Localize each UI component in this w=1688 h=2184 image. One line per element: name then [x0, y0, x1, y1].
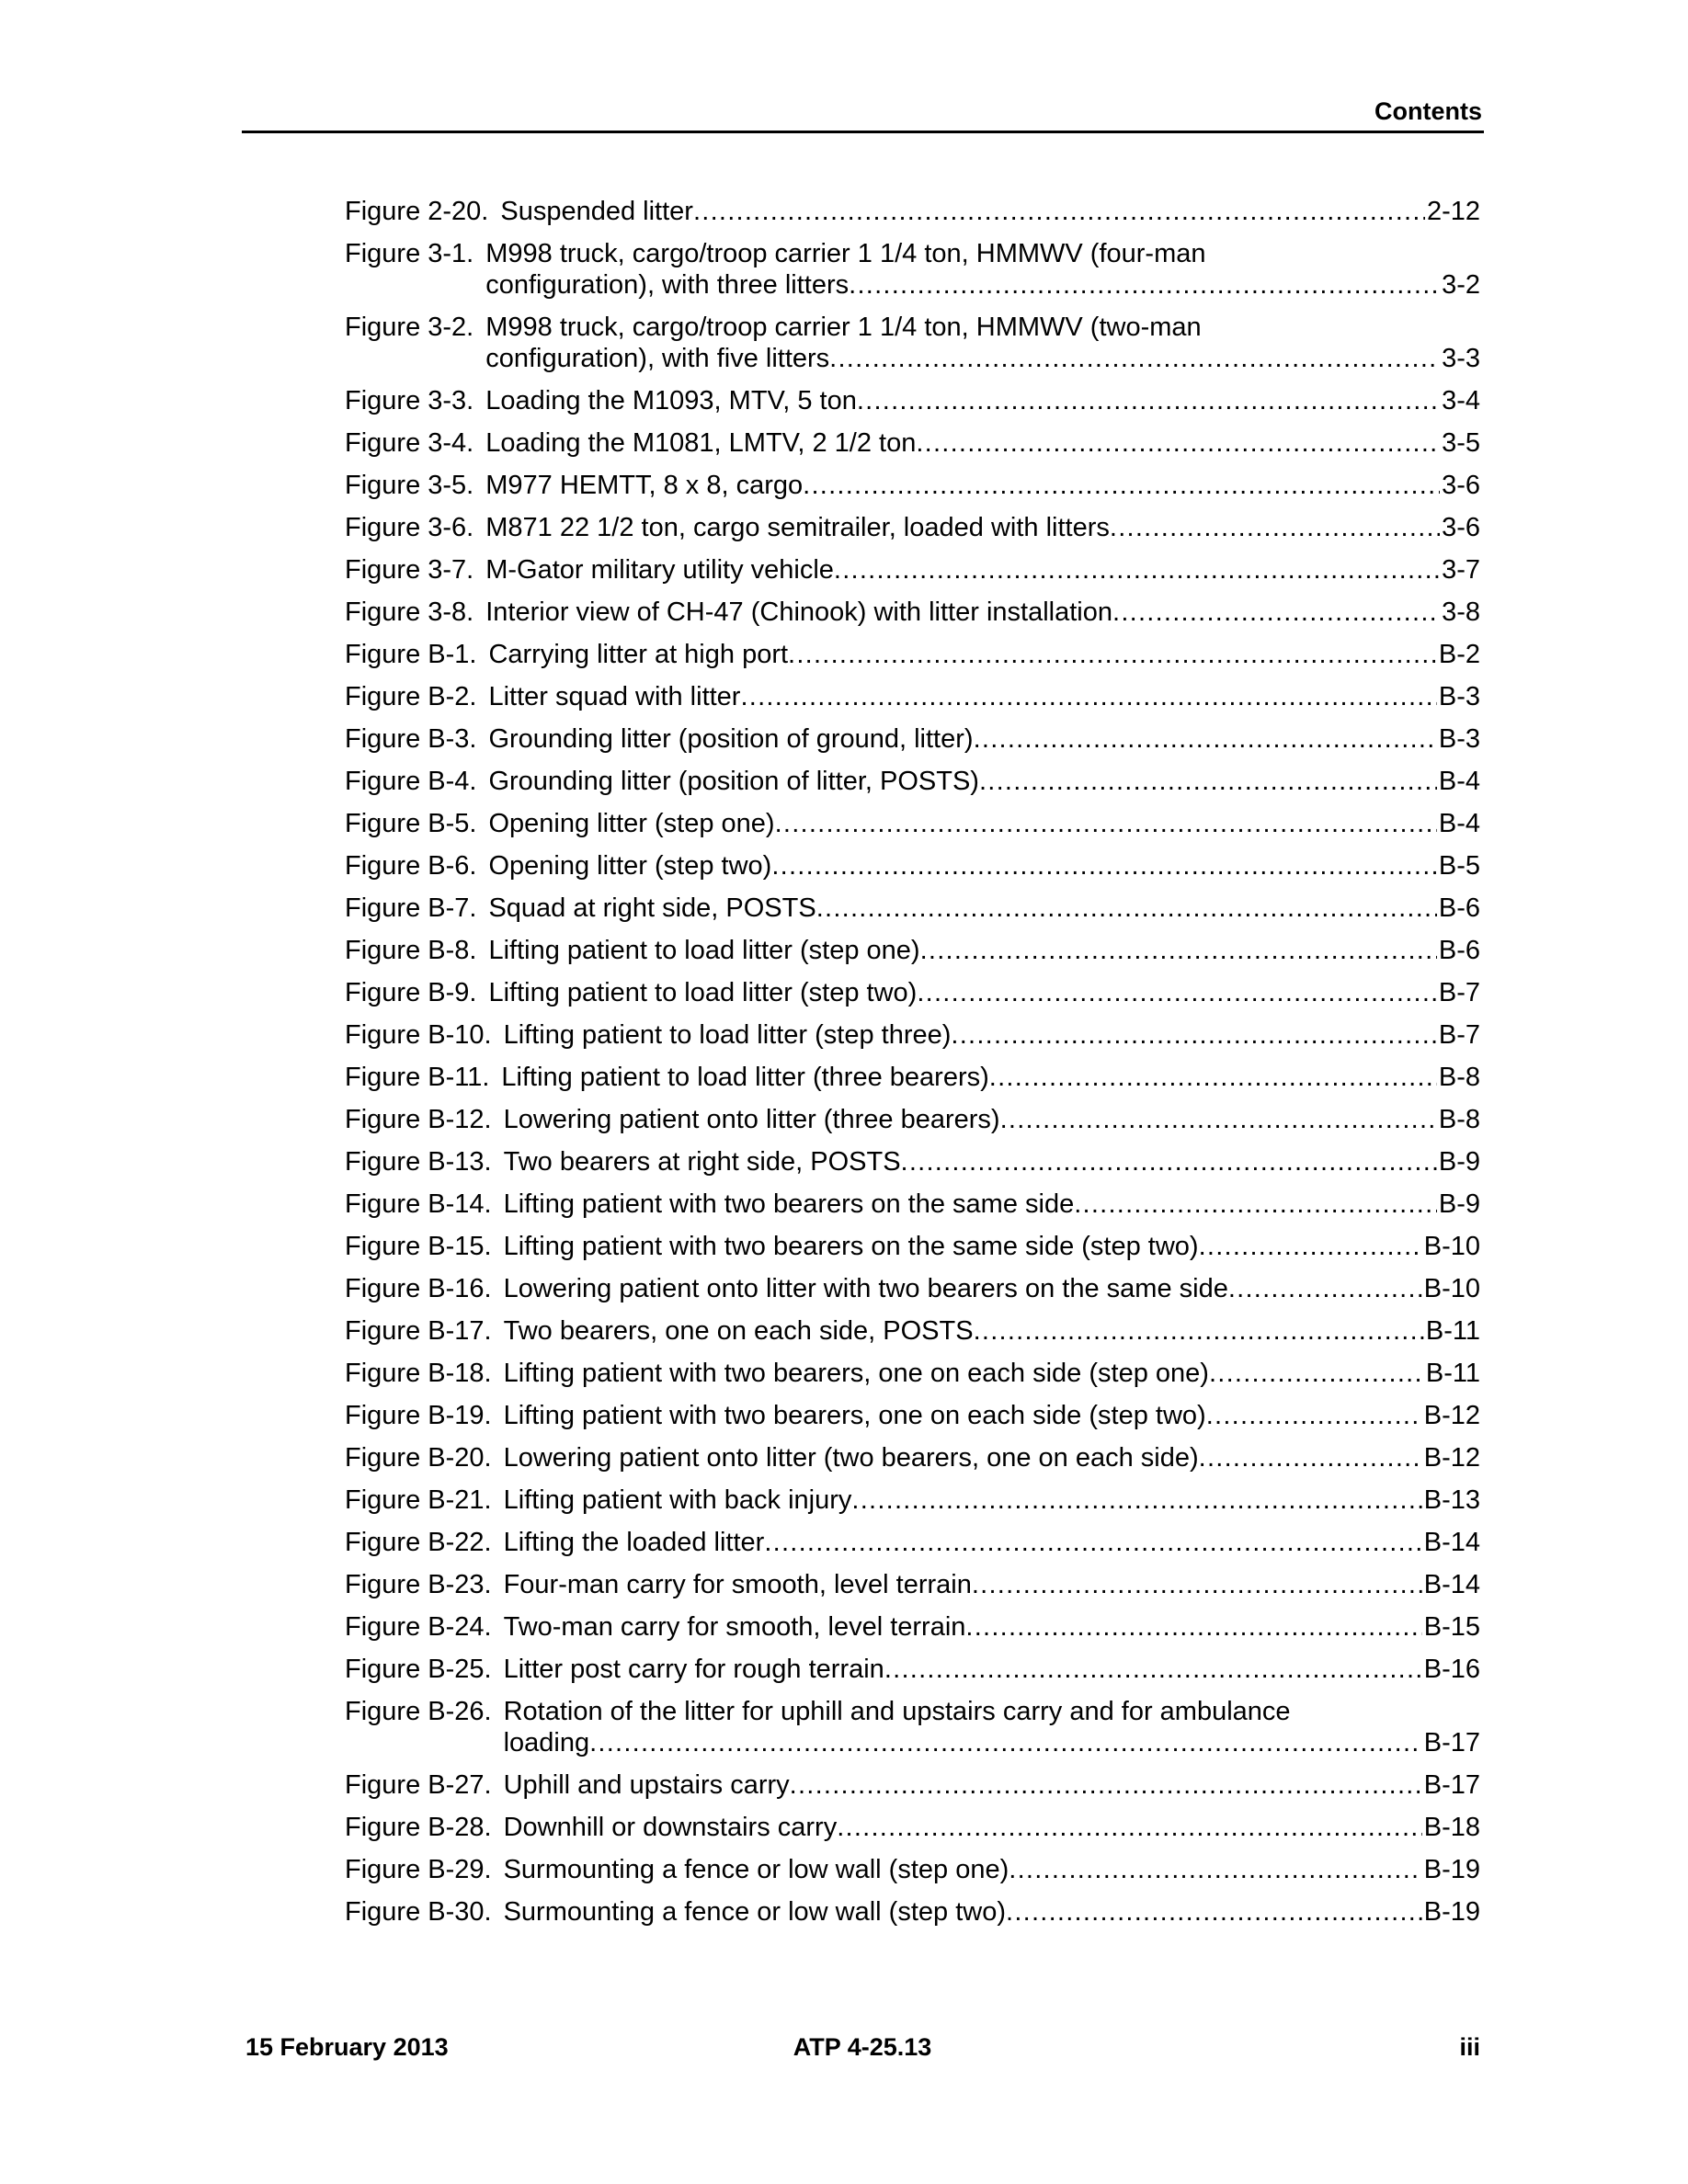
- toc-entry[interactable]: [345, 723, 1480, 755]
- figure-title-block: [485, 385, 1480, 416]
- figure-label: Figure B-15.: [345, 1232, 492, 1261]
- toc-entry[interactable]: [345, 1527, 1480, 1558]
- dot-leader: [979, 766, 1437, 797]
- figure-title-block: [504, 1315, 1480, 1347]
- toc-entry[interactable]: [345, 808, 1480, 839]
- figure-label: Figure B-9.: [345, 978, 477, 1007]
- leader-line: [504, 1769, 1480, 1801]
- figure-title-block: [504, 1527, 1480, 1558]
- dot-leader: [775, 808, 1437, 839]
- page-reference[interactable]: B-8: [1438, 1063, 1480, 1092]
- page-reference[interactable]: 2-12: [1426, 197, 1480, 226]
- page-reference[interactable]: B-19: [1423, 1855, 1480, 1884]
- dot-leader: [1009, 1854, 1421, 1885]
- leader-line: [488, 681, 1480, 712]
- figure-title-line: Interior view of CH-47 (Chinook) with litter installation: [485, 597, 1112, 627]
- toc-entry[interactable]: [345, 1189, 1480, 1220]
- toc-entry[interactable]: [345, 1896, 1480, 1928]
- figure-label: Figure B-1.: [345, 640, 477, 669]
- figure-title-line: configuration), with three litters: [485, 270, 850, 300]
- figure-title-block: [504, 1019, 1480, 1051]
- figure-title-block: [504, 1854, 1480, 1885]
- leader-line: [500, 196, 1480, 227]
- figure-label: Figure B-7.: [345, 893, 477, 923]
- figure-title-block: [485, 597, 1480, 628]
- page-reference[interactable]: B-10: [1423, 1232, 1480, 1261]
- figure-title-line: Lifting patient with two bearers, one on each side (step two): [503, 1401, 1206, 1430]
- leader-line: [504, 1189, 1480, 1220]
- leader-line: [488, 723, 1480, 755]
- footer-date: 15 February 2013: [245, 2033, 449, 2061]
- figure-title-block: [504, 1654, 1480, 1685]
- leader-line: [504, 1484, 1480, 1516]
- figure-title-block: [485, 470, 1480, 501]
- figure-title-block: [504, 1812, 1480, 1843]
- leader-line: [488, 893, 1480, 924]
- toc-entry[interactable]: [345, 1484, 1480, 1516]
- dot-leader: [1074, 1189, 1437, 1220]
- page-reference[interactable]: B-18: [1423, 1813, 1480, 1842]
- figure-title-block: [488, 935, 1480, 966]
- figure-title-line: Loading the M1081, LMTV, 2 1/2 ton: [485, 428, 917, 458]
- toc-entry[interactable]: [345, 1400, 1480, 1431]
- page-reference[interactable]: 3-3: [1442, 344, 1480, 373]
- dot-leader: [901, 1146, 1437, 1177]
- figure-title-block: [504, 1231, 1480, 1262]
- figure-title-line: Lifting patient with two bearers, one on each side (step one): [503, 1359, 1209, 1388]
- figure-title-block: [504, 1358, 1480, 1389]
- toc-entry[interactable]: [345, 427, 1480, 459]
- figure-title-line: Two bearers at right side, POSTS: [503, 1147, 901, 1177]
- page-reference[interactable]: B-10: [1423, 1274, 1480, 1303]
- leader-line: [488, 766, 1480, 797]
- dot-leader: [920, 935, 1437, 966]
- figure-title-line: Lowering patient onto litter (three bearers): [503, 1105, 1000, 1134]
- figure-title-block: [485, 312, 1480, 374]
- dot-leader: [1199, 1442, 1422, 1473]
- figure-title-line: Grounding litter (position of ground, litter): [488, 724, 974, 754]
- page-reference[interactable]: B-7: [1438, 978, 1480, 1007]
- leader-line: [485, 269, 1480, 301]
- leader-line: [504, 1569, 1480, 1600]
- figure-label: Figure B-12.: [345, 1105, 492, 1134]
- figure-title-block: [504, 1273, 1480, 1304]
- toc-entry[interactable]: [345, 1812, 1480, 1843]
- figure-title-block: [488, 723, 1480, 755]
- figure-title-line: M977 HEMTT, 8 x 8, cargo: [485, 471, 804, 500]
- figure-title-line: Grounding litter (position of litter, POSTS): [488, 767, 979, 796]
- dot-leader: [816, 893, 1437, 924]
- leader-line: [488, 808, 1480, 839]
- figure-title-line: Suspended litter: [500, 197, 693, 226]
- figure-title-line: Lifting patient to load litter (step one): [488, 936, 920, 965]
- leader-line: [504, 1231, 1480, 1262]
- page-reference[interactable]: B-2: [1438, 640, 1480, 669]
- list-of-figures: [345, 196, 1480, 1939]
- page-reference[interactable]: B-14: [1423, 1528, 1480, 1557]
- toc-entry[interactable]: [345, 850, 1480, 882]
- figure-label: Figure B-23.: [345, 1570, 492, 1599]
- toc-entry[interactable]: [345, 893, 1480, 924]
- page-reference[interactable]: B-4: [1438, 809, 1480, 838]
- page-reference[interactable]: 3-6: [1442, 471, 1480, 500]
- dot-leader: [965, 1611, 1421, 1643]
- page-reference[interactable]: B-19: [1423, 1897, 1480, 1927]
- figure-title-block: [501, 1062, 1480, 1093]
- figure-label: Figure B-26.: [345, 1697, 492, 1726]
- figure-title-block: [488, 681, 1480, 712]
- figure-title-line: Two bearers, one on each side, POSTS: [503, 1316, 974, 1346]
- page-reference[interactable]: B-11: [1425, 1359, 1480, 1388]
- page-reference[interactable]: B-16: [1423, 1655, 1480, 1684]
- leader-line: [504, 1104, 1480, 1135]
- toc-entry[interactable]: [345, 238, 1480, 301]
- toc-entry[interactable]: [345, 1696, 1480, 1758]
- figure-title-line: M-Gator military utility vehicle: [485, 555, 834, 585]
- leader-line: [504, 1400, 1480, 1431]
- toc-entry[interactable]: [345, 977, 1480, 1008]
- toc-entry[interactable]: [345, 1146, 1480, 1177]
- figure-label: Figure B-29.: [345, 1855, 492, 1884]
- dot-leader: [803, 470, 1440, 501]
- page-reference[interactable]: B-3: [1438, 724, 1480, 754]
- toc-entry[interactable]: [345, 1769, 1480, 1801]
- leader-line: [504, 1442, 1480, 1473]
- figure-label: Figure B-3.: [345, 724, 477, 754]
- figure-label: Figure B-11.: [345, 1063, 490, 1092]
- dot-leader: [972, 1569, 1422, 1600]
- leader-line: [504, 1654, 1480, 1685]
- figure-title-line: Downhill or downstairs carry: [503, 1813, 838, 1842]
- page-reference[interactable]: B-7: [1438, 1020, 1480, 1050]
- dot-leader: [693, 196, 1425, 227]
- leader-line: [488, 935, 1480, 966]
- leader-line: [485, 554, 1480, 586]
- leader-line: [485, 512, 1480, 543]
- dot-leader: [829, 343, 1440, 374]
- dot-leader: [917, 977, 1437, 1008]
- toc-entry[interactable]: [345, 639, 1480, 670]
- page-reference[interactable]: B-6: [1438, 936, 1480, 965]
- dot-leader: [589, 1727, 1422, 1758]
- toc-entry[interactable]: [345, 1854, 1480, 1885]
- figure-title-line: Opening litter (step two): [488, 851, 772, 881]
- page-reference[interactable]: B-13: [1423, 1485, 1480, 1515]
- toc-entry[interactable]: [345, 512, 1480, 543]
- figure-label: Figure B-28.: [345, 1813, 492, 1842]
- dot-leader: [974, 723, 1437, 755]
- figure-label: Figure B-25.: [345, 1655, 492, 1684]
- figure-label: Figure B-14.: [345, 1189, 492, 1219]
- figure-title-line: Lowering patient onto litter with two bearers on the same side: [503, 1274, 1228, 1303]
- toc-entry[interactable]: [345, 196, 1480, 227]
- dot-leader: [1110, 512, 1440, 543]
- footer-page-number: iii: [1459, 2033, 1480, 2061]
- figure-label: Figure 3-5.: [345, 471, 474, 500]
- figure-title-line: Lifting the loaded litter: [503, 1528, 765, 1557]
- toc-entry[interactable]: [345, 766, 1480, 797]
- figure-label: Figure 3-8.: [345, 597, 474, 627]
- figure-title-block: [488, 850, 1480, 882]
- figure-label: Figure 3-1.: [345, 239, 474, 268]
- figure-title-block: [504, 1400, 1480, 1431]
- page-reference[interactable]: 3-2: [1442, 270, 1480, 300]
- leader-line: [485, 597, 1480, 628]
- page-reference[interactable]: 3-6: [1442, 513, 1480, 542]
- figure-title-line: Rotation of the litter for uphill and upstairs carry and for ambulance: [503, 1697, 1291, 1726]
- toc-entry[interactable]: [345, 935, 1480, 966]
- toc-entry[interactable]: [345, 1611, 1480, 1643]
- leader-line: [504, 1527, 1480, 1558]
- page-reference[interactable]: B-3: [1438, 682, 1480, 711]
- toc-entry[interactable]: [345, 1273, 1480, 1304]
- figure-label: Figure B-16.: [345, 1274, 492, 1303]
- page-reference[interactable]: B-9: [1438, 1147, 1480, 1177]
- leader-line: [485, 343, 1480, 374]
- figure-label: Figure B-5.: [345, 809, 477, 838]
- figure-title-block: [488, 977, 1480, 1008]
- page-reference[interactable]: 3-5: [1442, 428, 1480, 458]
- toc-entry[interactable]: [345, 470, 1480, 501]
- page-reference[interactable]: B-4: [1438, 767, 1480, 796]
- leader-line: [504, 1854, 1480, 1885]
- dot-leader: [884, 1654, 1422, 1685]
- figure-label: Figure 3-6.: [345, 513, 474, 542]
- dot-leader: [1206, 1400, 1422, 1431]
- leader-line: [504, 1358, 1480, 1389]
- dot-leader: [740, 681, 1436, 712]
- figure-label: Figure B-2.: [345, 682, 477, 711]
- figure-title-block: [485, 427, 1480, 459]
- figure-title-block: [504, 1769, 1480, 1801]
- figure-title-line: Carrying litter at high port: [488, 640, 789, 669]
- figure-label: Figure B-6.: [345, 851, 477, 881]
- page-reference[interactable]: B-12: [1423, 1401, 1480, 1430]
- figure-label: Figure B-20.: [345, 1443, 492, 1473]
- figure-title-block: [504, 1484, 1480, 1516]
- dot-leader: [834, 554, 1440, 586]
- figure-title-block: [488, 808, 1480, 839]
- figure-title-line: M998 truck, cargo/troop carrier 1 1/4 ton, HMMWV (four-man: [485, 239, 1206, 268]
- page-reference[interactable]: B-17: [1423, 1728, 1480, 1757]
- figure-label: Figure B-22.: [345, 1528, 492, 1557]
- dot-leader: [1228, 1273, 1422, 1304]
- leader-line: [504, 1146, 1480, 1177]
- dot-leader: [1000, 1104, 1437, 1135]
- figure-title-block: [488, 893, 1480, 924]
- dot-leader: [974, 1315, 1424, 1347]
- toc-entry[interactable]: [345, 1231, 1480, 1262]
- leader-line: [504, 1315, 1480, 1347]
- figure-title-block: [504, 1104, 1480, 1135]
- dot-leader: [851, 1484, 1421, 1516]
- figure-label: Figure B-19.: [345, 1401, 492, 1430]
- leader-line: [504, 1727, 1480, 1758]
- figure-title-block: [504, 1696, 1480, 1758]
- dot-leader: [849, 269, 1440, 301]
- figure-label: Figure B-13.: [345, 1147, 492, 1177]
- dot-leader: [788, 639, 1437, 670]
- figure-title-line: configuration), with five litters: [485, 344, 830, 373]
- dot-leader: [837, 1812, 1422, 1843]
- figure-title-line: Squad at right side, POSTS: [488, 893, 816, 923]
- figure-title-block: [504, 1442, 1480, 1473]
- dot-leader: [1006, 1896, 1422, 1928]
- toc-entry[interactable]: [345, 681, 1480, 712]
- dot-leader: [1209, 1358, 1424, 1389]
- page-reference[interactable]: 3-8: [1442, 597, 1480, 627]
- figure-title-block: [504, 1569, 1480, 1600]
- dot-leader: [916, 427, 1440, 459]
- figure-title-line: Litter squad with litter: [488, 682, 741, 711]
- figure-label: Figure 3-7.: [345, 555, 474, 585]
- dot-leader: [989, 1062, 1437, 1093]
- figure-title-line: M998 truck, cargo/troop carrier 1 1/4 ton, HMMWV (two-man: [485, 313, 1202, 342]
- figure-label: Figure 3-4.: [345, 428, 474, 458]
- leader-line: [485, 427, 1480, 459]
- leader-line: [488, 850, 1480, 882]
- page-reference[interactable]: B-15: [1423, 1612, 1480, 1642]
- leader-line: [504, 1812, 1480, 1843]
- toc-entry[interactable]: [345, 1654, 1480, 1685]
- page-reference[interactable]: B-9: [1438, 1189, 1480, 1219]
- figure-title-line: Lifting patient with two bearers on the same side: [503, 1189, 1075, 1219]
- figure-title-line: loading: [503, 1728, 590, 1757]
- figure-title-line: Uphill and upstairs carry: [503, 1770, 790, 1800]
- dot-leader: [857, 385, 1440, 416]
- leader-line: [488, 977, 1480, 1008]
- toc-entry[interactable]: [345, 385, 1480, 416]
- figure-title-block: [485, 238, 1480, 301]
- leader-line: [485, 470, 1480, 501]
- dot-leader: [1112, 597, 1440, 628]
- figure-title-line: Surmounting a fence or low wall (step one): [503, 1855, 1009, 1884]
- dot-leader: [1199, 1231, 1422, 1262]
- leader-line: [504, 1611, 1480, 1643]
- figure-label: Figure 2-20.: [345, 197, 489, 226]
- dot-leader: [790, 1769, 1422, 1801]
- figure-title-line: Opening litter (step one): [488, 809, 775, 838]
- leader-line: [504, 1273, 1480, 1304]
- dot-leader: [764, 1527, 1421, 1558]
- figure-label: Figure B-10.: [345, 1020, 492, 1050]
- page-reference[interactable]: B-17: [1423, 1770, 1480, 1800]
- figure-title-line: Lifting patient with two bearers on the same side (step two): [503, 1232, 1199, 1261]
- leader-line: [504, 1019, 1480, 1051]
- figure-title-line: Lowering patient onto litter (two bearers, one on each side): [503, 1443, 1199, 1473]
- page-reference[interactable]: B-5: [1438, 851, 1480, 881]
- figure-title-line: Lifting patient to load litter (step three): [503, 1020, 952, 1050]
- figure-label: Figure B-27.: [345, 1770, 492, 1800]
- footer-document-number: ATP 4-25.13: [793, 2033, 932, 2061]
- figure-title-line: M871 22 1/2 ton, cargo semitrailer, loaded with litters: [485, 513, 1110, 542]
- toc-entry[interactable]: [345, 554, 1480, 586]
- page-reference[interactable]: B-11: [1425, 1316, 1480, 1346]
- page-reference[interactable]: 3-4: [1442, 386, 1480, 415]
- leader-line: [504, 1896, 1480, 1928]
- figure-label: Figure 3-3.: [345, 386, 474, 415]
- figure-title-block: [488, 766, 1480, 797]
- header-rule: [242, 131, 1484, 133]
- figure-title-line: Four-man carry for smooth, level terrain: [503, 1570, 972, 1599]
- figure-title-line: Surmounting a fence or low wall (step two): [503, 1897, 1006, 1927]
- leader-line: [488, 639, 1480, 670]
- figure-title-line: Loading the M1093, MTV, 5 ton: [485, 386, 857, 415]
- figure-label: Figure B-30.: [345, 1897, 492, 1927]
- figure-title-line: Lifting patient with back injury: [503, 1485, 852, 1515]
- figure-label: Figure B-18.: [345, 1359, 492, 1388]
- toc-entry[interactable]: [345, 1019, 1480, 1051]
- figure-title-line: Two-man carry for smooth, level terrain: [503, 1612, 966, 1642]
- figure-label: Figure B-4.: [345, 767, 477, 796]
- page-reference[interactable]: B-14: [1423, 1570, 1480, 1599]
- leader-line: [485, 385, 1480, 416]
- running-header-title: Contents: [1374, 97, 1482, 125]
- dot-leader: [771, 850, 1437, 882]
- toc-entry[interactable]: [345, 597, 1480, 628]
- figure-label: Figure B-8.: [345, 936, 477, 965]
- leader-line: [501, 1062, 1480, 1093]
- page-reference[interactable]: B-6: [1438, 893, 1480, 923]
- figure-title-block: [504, 1896, 1480, 1928]
- figure-label: Figure B-17.: [345, 1316, 492, 1346]
- figure-title-block: [500, 196, 1480, 227]
- toc-entry[interactable]: [345, 1442, 1480, 1473]
- figure-title-block: [504, 1611, 1480, 1643]
- figure-title-block: [504, 1146, 1480, 1177]
- toc-entry[interactable]: [345, 1062, 1480, 1093]
- figure-title-line: Litter post carry for rough terrain: [503, 1655, 884, 1684]
- toc-entry[interactable]: [345, 312, 1480, 374]
- dot-leader: [951, 1019, 1436, 1051]
- figure-title-line: Lifting patient to load litter (three bearers): [501, 1063, 989, 1092]
- toc-entry[interactable]: [345, 1104, 1480, 1135]
- figure-title-block: [488, 639, 1480, 670]
- toc-entry[interactable]: [345, 1358, 1480, 1389]
- figure-title-block: [485, 512, 1480, 543]
- toc-entry[interactable]: [345, 1315, 1480, 1347]
- figure-label: Figure 3-2.: [345, 313, 474, 342]
- page-reference[interactable]: B-12: [1423, 1443, 1480, 1473]
- figure-label: Figure B-24.: [345, 1612, 492, 1642]
- figure-label: Figure B-21.: [345, 1485, 492, 1515]
- figure-title-block: [485, 554, 1480, 586]
- toc-entry[interactable]: [345, 1569, 1480, 1600]
- page-reference[interactable]: B-8: [1438, 1105, 1480, 1134]
- figure-title-line: Lifting patient to load litter (step two): [488, 978, 918, 1007]
- figure-title-block: [504, 1189, 1480, 1220]
- page-reference[interactable]: 3-7: [1442, 555, 1480, 585]
